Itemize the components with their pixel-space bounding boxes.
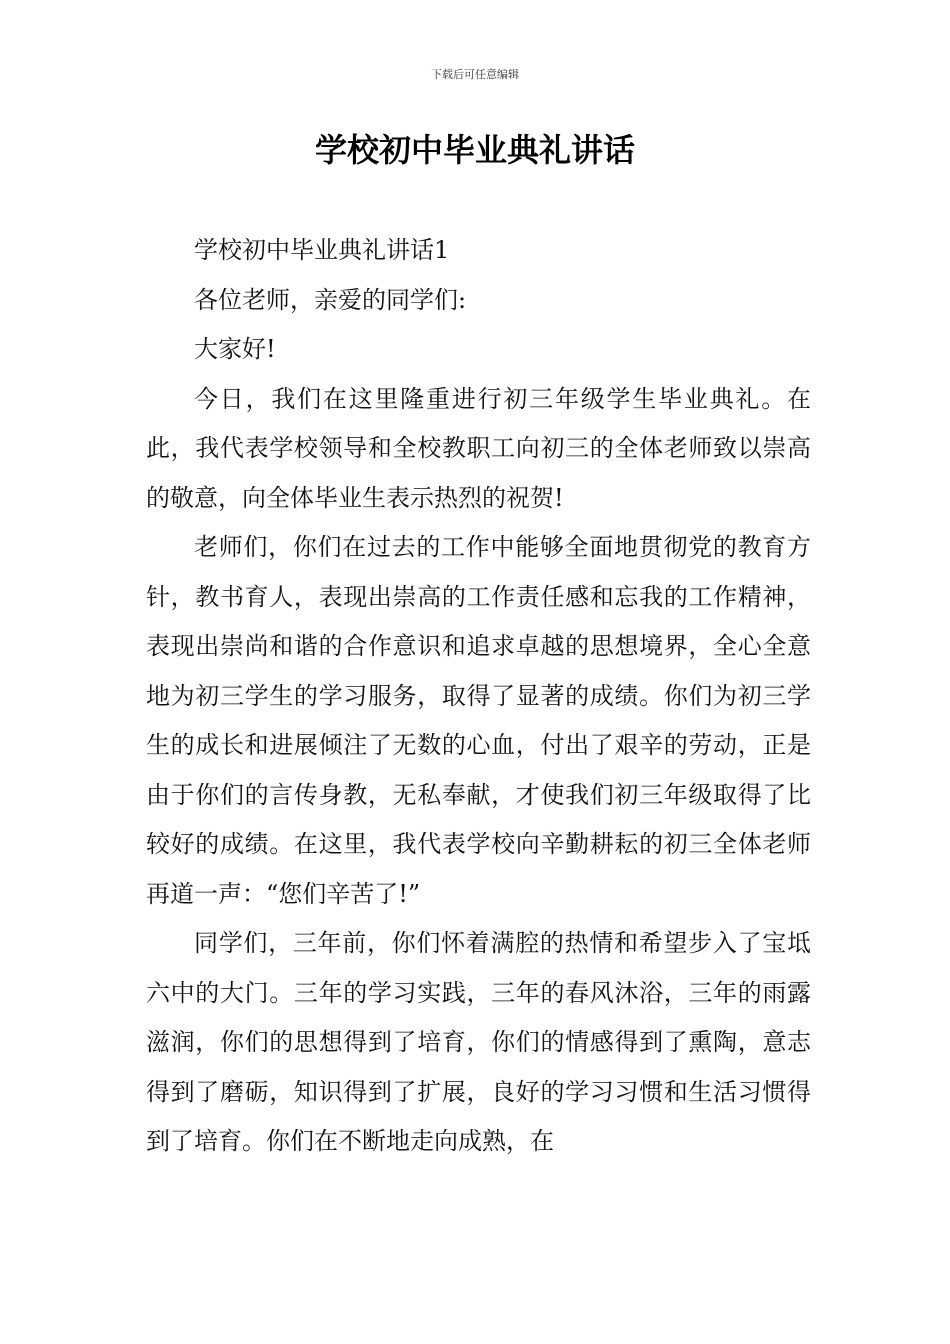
paragraph-teachers: 老师们，你们在过去的工作中能够全面地贯彻党的教育方针，教书育人，表现出崇高的工作责任感和忘我的工作精神，表现出崇尚和谐的合作意识和追求卓越的思想境界，全心全意地为初三学生的学习服务，取得了显著的成绩。你们为初三学生的成长和进展倾注了无数的心血，付出了艰辛的劳动，正是由于你们的言传身教，无私奉献，才使我们初三年级取得了比较好的成绩。在这里，我代表学校向辛勤耕耘的初三全体老师再道一声：“您们辛苦了!” xyxy=(146,533,811,908)
paragraph-greeting: 大家好! xyxy=(194,335,276,363)
paragraph-speech-heading: 学校初中毕业典礼讲话1 xyxy=(194,236,450,264)
paragraph-opening: 今日，我们在这里隆重进行初三年级学生毕业典礼。在此，我代表学校领导和全校教职工向初三的全体老师致以崇高的敬意，向全体毕业生表示热烈的祝贺! xyxy=(146,384,811,512)
page-header-note: 下载后可任意编辑 xyxy=(431,68,519,81)
paragraph-students: 同学们，三年前，你们怀着满腔的热情和希望步入了宝坻六中的大门。三年的学习实践，三年的春风沐浴，三年的雨露滋润，你们的思想得到了培育，你们的情感得到了熏陶，意志得到了磨砺，知识得到了扩展，良好的学习习惯和生活习惯得到了培育。你们在不断地走向成熟，在 xyxy=(146,929,811,1155)
document-title: 学校初中毕业典礼讲话 xyxy=(314,131,635,169)
paragraph-salutation: 各位老师，亲爱的同学们: xyxy=(194,285,467,314)
document-body xyxy=(146,226,811,1167)
